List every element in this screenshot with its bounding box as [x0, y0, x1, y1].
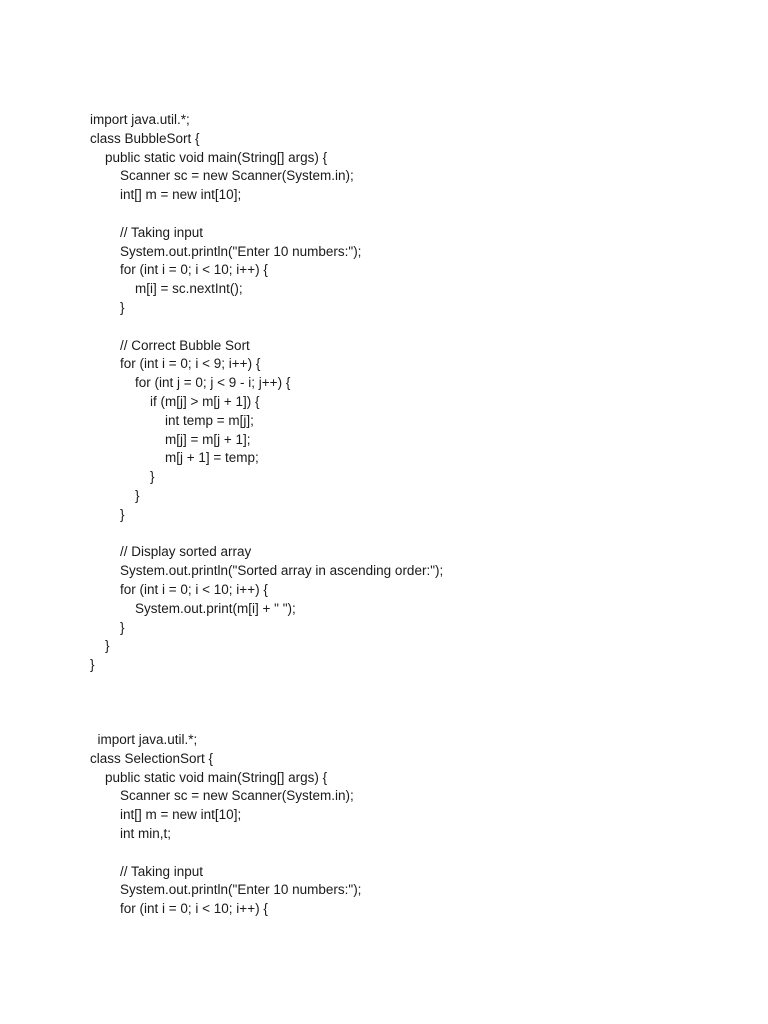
code-line: // Taking input	[90, 224, 204, 240]
code-line: int[] m = new int[10];	[90, 187, 242, 203]
code-line: int[] m = new int[10];	[90, 807, 242, 823]
code-line: // Display sorted array	[90, 544, 252, 560]
code-line: System.out.println("Enter 10 numbers:");	[90, 882, 362, 898]
code-line: for (int i = 0; i < 10; i++) {	[90, 901, 268, 917]
code-line	[90, 844, 361, 863]
selection-sort-code-block	[90, 731, 361, 919]
code-line: class SelectionSort {	[90, 750, 214, 766]
code-line	[90, 318, 443, 337]
code-line: public static void main(String[] args) {	[90, 769, 328, 785]
code-line: }	[90, 506, 125, 522]
code-line: for (int i = 0; i < 10; i++) {	[90, 262, 268, 278]
code-line: int temp = m[j];	[90, 412, 254, 428]
code-line: System.out.println("Enter 10 numbers:");	[90, 243, 362, 259]
code-line: for (int j = 0; j < 9 - i; j++) {	[90, 375, 291, 391]
code-line: System.out.println("Sorted array in ascending order:");	[90, 563, 444, 579]
code-line: }	[90, 299, 125, 315]
code-line: // Correct Bubble Sort	[90, 337, 250, 353]
code-line	[90, 525, 443, 544]
code-line: import java.util.*;	[90, 112, 190, 127]
code-line: m[j + 1] = temp;	[90, 450, 259, 466]
code-line: // Taking input	[90, 863, 204, 879]
code-line: Scanner sc = new Scanner(System.in);	[90, 788, 354, 804]
code-line: int min,t;	[90, 825, 172, 841]
bubble-sort-code-block	[90, 111, 443, 675]
code-line: public static void main(String[] args) {	[90, 149, 328, 165]
code-line: }	[90, 469, 155, 485]
code-line: import java.util.*;	[90, 732, 198, 747]
code-line: }	[90, 487, 140, 503]
code-line: }	[90, 657, 95, 673]
code-line: m[i] = sc.nextInt();	[90, 281, 243, 297]
code-line: for (int i = 0; i < 10; i++) {	[90, 581, 268, 597]
code-line	[90, 205, 443, 224]
code-line: }	[90, 638, 110, 654]
code-line: m[j] = m[j + 1];	[90, 431, 251, 447]
code-line: }	[90, 619, 125, 635]
code-line: System.out.print(m[i] + " ");	[90, 600, 296, 616]
code-line: class BubbleSort {	[90, 130, 200, 146]
code-line: Scanner sc = new Scanner(System.in);	[90, 168, 354, 184]
code-line: for (int i = 0; i < 9; i++) {	[90, 356, 261, 372]
code-line: if (m[j] > m[j + 1]) {	[90, 393, 260, 409]
